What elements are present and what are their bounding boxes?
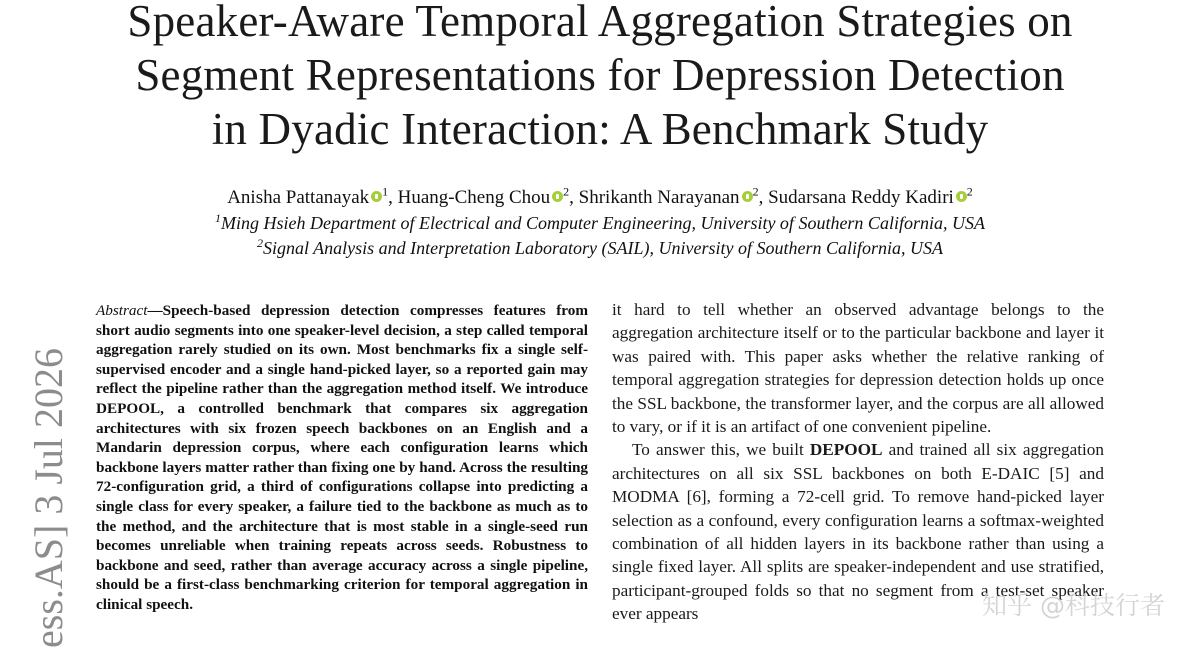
author-4 <box>768 184 973 208</box>
title-line-1: Speaker-Aware Temporal Aggregation Strategies on <box>127 0 1073 46</box>
author-name: Shrikanth Narayanan <box>578 187 740 208</box>
author-name: Anisha Pattanayak <box>227 187 370 208</box>
author-affil-sup: 2 <box>563 184 570 199</box>
author-3 <box>578 184 759 208</box>
affiliation-text: Signal Analysis and Interpretation Laboratory (SAIL), University of Southern California, USA <box>263 238 943 258</box>
abstract-text: —Speech-based depression detection compresses features from short audio segments into one speaker-level decision, a step called temporal aggregation rarely studied on its own. Most benchmarks fix a single self-supervised encoder and a single hand-picked layer, so a reported gain may reflect the pipeline rather than the aggregation method itself. We introduce DEPOOL, a controlled benchmark that compares six aggregation architectures with six frozen speech backbones on an English and a Mandarin depression corpus, where each configuration learns which backbone layers matter rather than fixing one by hand. Across the resulting 72-configuration grid, a third of configurations collapse into predicting a single class for every speaker, a failure tied to the backbone as much as to the method, and the architecture that is most stable in a single-seed run becomes unreliable when training repeats across seeds. Robustness to backbone and seed, rather than average accuracy across a single pipeline, should be a first-class benchmarking criterion for temporal aggregation in clinical speech. <box>96 302 588 613</box>
affiliation-2 <box>0 237 1200 259</box>
paragraph-text: and trained all six aggregation architectures on all six SSL backbones on both E-DAIC [5] and MODMA [6], forming a 72-cell grid. To remove hand-picked layer selection as a confound, every configuration learns a softmax-weighted combination of all hidden layers in its backbone rather than using a single fixed layer. All splits are speaker-independent and use stratified, participant-grouped folds so that no segment from a test-set speaker ever appears <box>612 440 1104 624</box>
abstract <box>96 301 588 615</box>
author-affil-sup: 1 <box>382 184 389 199</box>
source-watermark: 知乎 @科技行者 <box>982 591 1165 620</box>
author-affil-sup: 2 <box>752 184 759 199</box>
paper-title <box>0 0 1200 156</box>
affiliation-text: Ming Hsieh Department of Electrical and Computer Engineering, University of Southern California, USA <box>221 213 985 233</box>
author-affil-sup: 2 <box>966 184 973 199</box>
title-line-3: in Dyadic Interaction: A Benchmark Study <box>211 104 989 154</box>
orcid-icon[interactable] <box>371 191 382 202</box>
author-name: Sudarsana Reddy Kadiri <box>768 187 954 208</box>
arxiv-margin-stamp: ess.AS] 3 Jul 2026 <box>26 347 71 648</box>
paragraph-text: To answer this, we built <box>632 440 810 460</box>
body-column-right <box>612 298 1104 626</box>
benchmark-name: DEPOOL <box>809 440 883 460</box>
author-list: Anisha Pattanayak $^1$, Huang-Cheng Chou $^2$, Shrikanth Narayanan $^2$, Sudarsana Reddy Kadiri $^2$ <box>227 184 973 208</box>
affiliation-sup: 2 <box>257 236 263 250</box>
orcid-icon[interactable] <box>956 191 967 202</box>
author-1 <box>227 184 389 208</box>
author-2 <box>397 184 570 208</box>
abstract-lead: Abstract <box>96 302 148 319</box>
orcid-icon[interactable] <box>552 191 563 202</box>
body-paragraph-1: it hard to tell whether an observed advantage belongs to the aggregation architecture itself or to the particular backbone and layer it was paired with. This paper asks whether the relative ranking of temporal aggregation strategies for depression detection holds up once the SSL backbone, the transformer layer, and the corpus are all allowed to vary, or if it is an artifact of one convenient pipeline. <box>612 300 1104 437</box>
affiliation-1 <box>0 212 1200 234</box>
title-line-2: Segment Representations for Depression Detection <box>135 50 1065 100</box>
orcid-icon[interactable] <box>742 191 753 202</box>
author-name: Huang-Cheng Chou <box>397 187 551 208</box>
affiliation-sup: 1 <box>215 211 222 225</box>
